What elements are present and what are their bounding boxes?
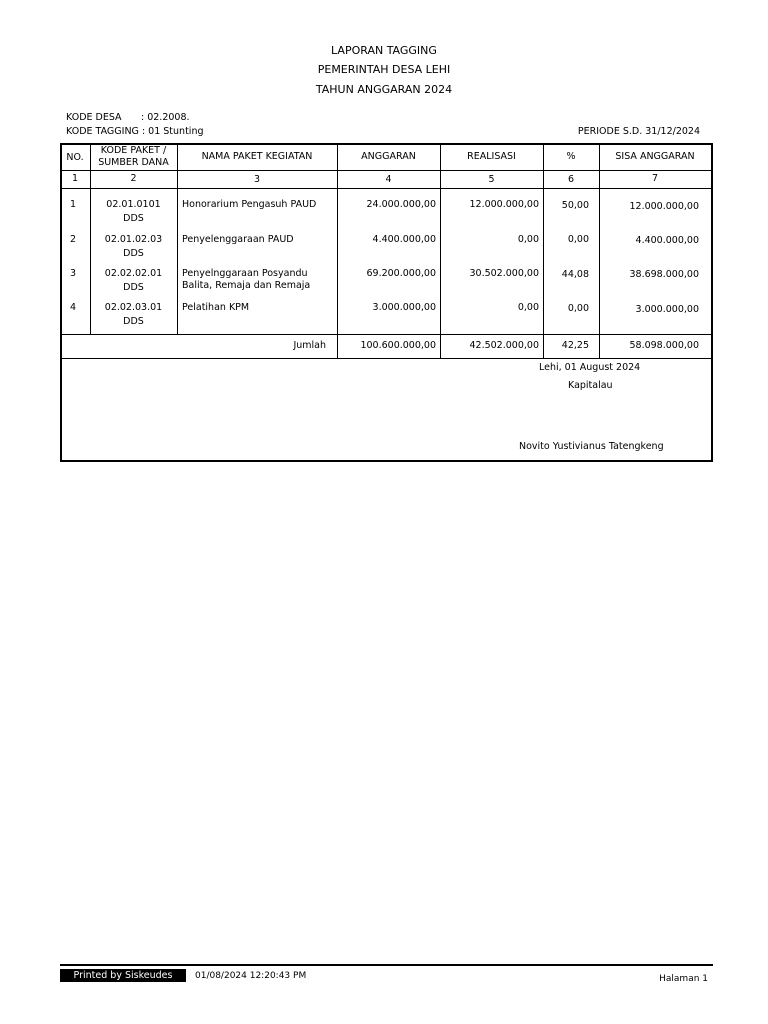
total-label: Jumlah <box>293 340 326 351</box>
row-sumber: DDS <box>123 316 144 327</box>
row-nama: Honorarium Pengasuh PAUD <box>182 199 317 210</box>
row-sisa: 4.400.000,00 <box>635 235 699 246</box>
row-realisasi: 0,00 <box>517 234 539 245</box>
row-sisa: 3.000.000,00 <box>635 304 699 315</box>
header-no: NO. <box>66 152 84 163</box>
row-anggaran: 4.400.000,00 <box>372 234 436 245</box>
total-persen: 42,25 <box>561 340 589 351</box>
col-sep-2 <box>177 143 178 334</box>
report-table <box>60 143 713 462</box>
kode-desa-line <box>66 112 190 124</box>
row-anggaran: 69.200.000,00 <box>366 268 436 279</box>
row-realisasi: 12.000.000,00 <box>469 199 539 210</box>
total-sisa: 58.098.000,00 <box>629 340 699 351</box>
row-no: 2 <box>70 234 77 245</box>
kode-tagging-line <box>66 126 204 138</box>
colnum-divider <box>60 188 713 189</box>
row-sisa: 38.698.000,00 <box>629 269 699 280</box>
row-realisasi: 0,00 <box>517 302 539 313</box>
row-kode: 02.02.02.01 <box>104 268 163 279</box>
header-sumber-dana: SUMBER DANA <box>98 157 169 168</box>
table-border-bottom <box>60 460 713 462</box>
row-nama: Pelatihan KPM <box>182 302 250 313</box>
header-nama-paket: NAMA PAKET KEGIATAN <box>201 151 313 162</box>
table-border-right <box>711 143 713 462</box>
signature-place-date: Lehi, 01 August 2024 <box>539 362 641 373</box>
row-sisa: 12.000.000,00 <box>629 201 699 212</box>
row-anggaran: 3.000.000,00 <box>372 302 436 313</box>
header-divider <box>60 170 713 171</box>
row-nama-line-2: Balita, Remaja dan Remaja <box>182 280 311 291</box>
colnum-7: 7 <box>651 173 659 184</box>
colnum-1: 1 <box>71 173 79 184</box>
header-kode-paket: KODE PAKET / <box>100 145 167 156</box>
row-sumber: DDS <box>123 248 144 259</box>
fiscal-year: TAHUN ANGGARAN 2024 <box>315 83 453 96</box>
footer-divider <box>60 964 713 966</box>
row-realisasi: 30.502.000,00 <box>469 268 539 279</box>
signature-name: Novito Yustivianus Tatengkeng <box>519 441 664 452</box>
report-title: LAPORAN TAGGING <box>331 44 437 57</box>
signature-position: Kapitalau <box>568 380 613 391</box>
row-sumber: DDS <box>123 282 144 293</box>
row-sumber: DDS <box>123 213 144 224</box>
row-anggaran: 24.000.000,00 <box>366 199 436 210</box>
colnum-2: 2 <box>130 173 137 184</box>
kode-desa-value: : 02.2008. <box>141 112 190 123</box>
row-kode: 02.02.03.01 <box>104 302 163 313</box>
row-persen: 0,00 <box>567 234 589 245</box>
row-kode: 02.01.02.03 <box>104 234 163 245</box>
row-nama: Penyelenggaraan PAUD <box>182 234 294 245</box>
page-number: Halaman 1 <box>659 974 708 984</box>
printed-by-badge: Printed by Siskeudes <box>60 969 186 982</box>
row-no: 3 <box>70 268 77 279</box>
table-border-left <box>60 143 62 462</box>
row-nama: Penyelnggaraan Posyandu <box>182 268 308 279</box>
colnum-3: 3 <box>253 174 261 185</box>
print-timestamp: 01/08/2024 12:20:43 PM <box>195 971 307 981</box>
colnum-4: 4 <box>385 174 392 185</box>
total-divider-top <box>60 334 713 335</box>
row-kode: 02.01.0101 <box>106 199 161 210</box>
row-persen: 50,00 <box>561 200 589 211</box>
kode-tagging-value: : 01 Stunting <box>141 126 204 137</box>
total-divider-bottom <box>60 358 713 359</box>
row-no: 4 <box>70 302 77 313</box>
total-realisasi: 42.502.000,00 <box>469 340 539 351</box>
row-no: 1 <box>70 199 77 210</box>
header-persen: % <box>566 151 576 162</box>
total-anggaran: 100.600.000,00 <box>360 340 436 351</box>
header-sisa-anggaran: SISA ANGGARAN <box>615 151 695 162</box>
kode-desa-label: KODE DESA <box>66 112 122 123</box>
header-realisasi: REALISASI <box>467 151 516 162</box>
row-persen: 44,08 <box>561 269 589 280</box>
header-anggaran: ANGGARAN <box>361 151 416 162</box>
kode-tagging-label: KODE TAGGING <box>66 126 139 137</box>
colnum-6: 6 <box>567 174 575 185</box>
colnum-5: 5 <box>488 174 495 185</box>
periode: PERIODE S.D. 31/12/2024 <box>577 126 700 137</box>
government-name: PEMERINTAH DESA LEHI <box>317 63 451 76</box>
row-persen: 0,00 <box>567 303 589 314</box>
